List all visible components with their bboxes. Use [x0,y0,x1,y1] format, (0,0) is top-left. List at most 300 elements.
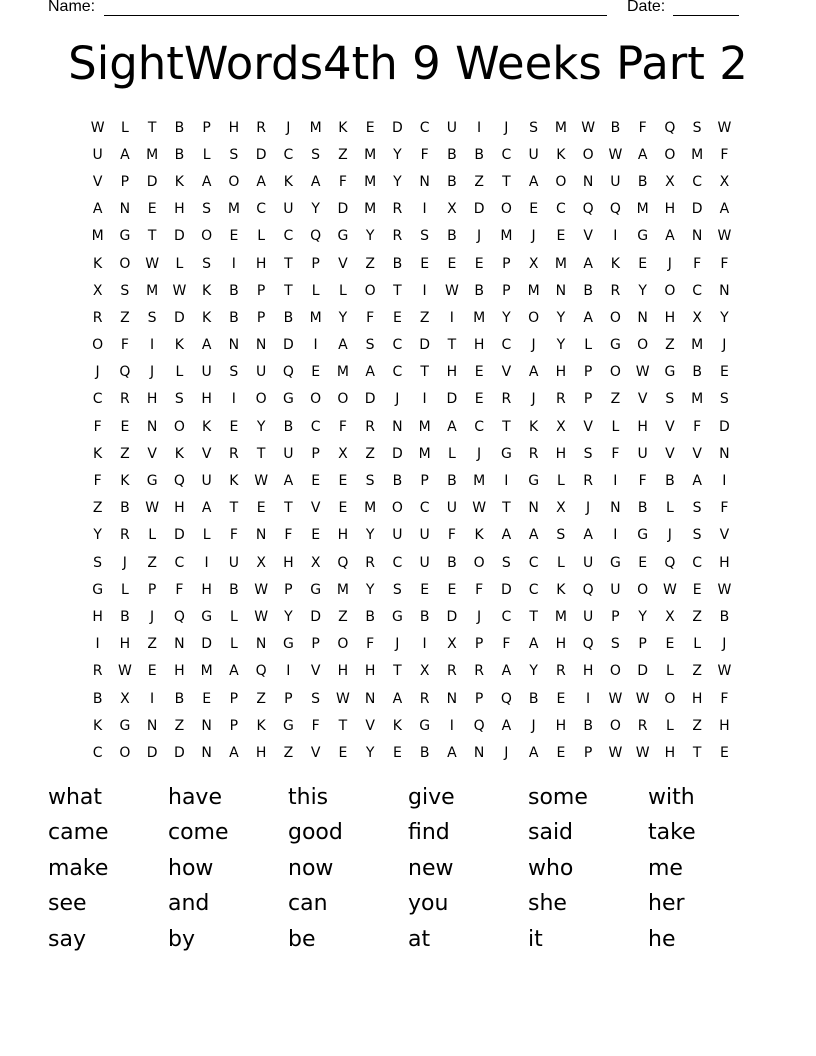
grid-letter: N [146,418,158,435]
word-list-item: by [168,926,195,952]
grid-letter: A [283,473,294,490]
grid-letter: R [392,228,403,245]
grid-letter: R [528,445,539,462]
grid-letter: S [529,119,539,136]
grid-letter: B [283,309,294,326]
grid-letter: S [692,119,702,136]
grid-letter: E [474,364,484,381]
grid-letter: L [202,527,211,544]
grid-letter: C [501,337,512,354]
grid-letter: W [608,690,623,707]
word-row [48,851,768,887]
grid-letter: G [282,636,294,653]
grid-row [84,576,738,603]
grid-letter: G [609,337,621,354]
grid-letter: T [393,282,402,299]
grid-letter: E [311,527,321,544]
grid-letter: E [120,418,130,435]
grid-letter: M [636,201,649,218]
grid-letter: U [283,445,294,462]
grid-letter: I [231,391,236,408]
grid-letter: B [174,690,185,707]
word-list-item: give [408,784,455,810]
grid-letter: P [147,581,157,598]
grid-letter: P [284,581,293,598]
grid-letter: D [282,337,294,354]
grid-letter: D [310,608,322,625]
grid-letter: O [92,337,104,354]
grid-letter: V [637,391,648,408]
grid-letter: R [447,663,457,680]
grid-letter: P [229,690,239,707]
grid-letter: N [392,418,403,435]
grid-letter: K [174,337,184,354]
grid-letter: A [120,146,130,163]
grid-row [84,223,738,250]
grid-row [84,114,738,141]
grid-letter: L [665,717,674,734]
grid-letter: M [554,119,567,136]
grid-letter: G [119,717,131,734]
grid-letter: J [531,337,536,354]
grid-letter: E [692,581,702,598]
grid-letter: S [147,309,157,326]
grid-letter: H [174,201,185,218]
grid-letter: Z [283,744,294,761]
grid-letter: V [201,445,212,462]
grid-letter: Y [393,146,402,163]
grid-letter: B [392,255,403,272]
grid-letter: W [717,581,732,598]
grid-letter: G [391,608,403,625]
grid-letter: L [229,608,238,625]
grid-letter: D [718,418,730,435]
grid-row [84,658,738,685]
grid-letter: C [92,744,103,761]
grid-letter: H [664,744,676,761]
grid-letter: O [582,146,594,163]
grid-letter: E [529,201,539,218]
grid-letter: T [447,337,457,354]
grid-letter: H [364,663,376,680]
grid-letter: C [256,201,267,218]
grid-letter: V [92,173,103,190]
grid-letter: X [528,255,539,272]
grid-letter: L [175,364,184,381]
grid-letter: Z [692,608,702,625]
grid-letter: L [311,282,320,299]
grid-letter: F [720,255,729,272]
grid-letter: F [638,473,647,490]
grid-letter: B [583,717,593,734]
grid-letter: K [256,717,266,734]
word-list-item: now [288,855,334,881]
grid-letter: H [719,554,730,571]
grid-letter: B [719,608,730,625]
grid-letter: G [119,228,131,245]
grid-letter: D [201,636,213,653]
grid-letter: H [337,663,349,680]
word-list-item: come [168,820,229,846]
grid-letter: Z [147,636,157,653]
grid-letter: S [311,146,321,163]
grid-letter: D [364,391,376,408]
grid-letter: U [419,554,430,571]
grid-letter: V [310,663,321,680]
date-line[interactable] [673,15,739,16]
grid-letter: E [665,636,675,653]
grid-letter: V [665,418,675,435]
grid-letter: R [637,717,648,734]
grid-letter: E [338,500,348,517]
grid-letter: K [556,146,566,163]
grid-letter: G [609,554,621,571]
grid-letter: Z [692,717,702,734]
grid-letter: L [556,473,565,490]
grid-letter: G [337,228,349,245]
grid-letter: F [338,418,347,435]
grid-letter: O [119,744,131,761]
grid-letter: N [446,690,458,707]
grid-letter: Y [256,418,266,435]
grid-letter: M [554,608,567,625]
grid-letter: K [529,418,539,435]
grid-letter: B [365,608,375,625]
grid-letter: E [420,581,430,598]
grid-letter: L [148,527,157,544]
grid-letter: R [120,527,130,544]
grid-letter: M [691,337,704,354]
grid-letter: N [691,228,703,245]
grid-letter: E [392,309,402,326]
grid-letter: S [420,228,430,245]
grid-letter: E [229,418,239,435]
grid-letter: F [693,255,702,272]
grid-letter: E [638,554,648,571]
grid-letter: J [286,119,291,136]
grid-letter: C [310,418,321,435]
word-row [48,887,768,923]
grid-letter: V [338,255,348,272]
word-list-item: some [528,784,588,810]
grid-letter: L [584,337,593,354]
grid-letter: R [365,554,375,571]
grid-letter: R [365,418,375,435]
grid-letter: S [556,527,566,544]
grid-letter: R [556,663,566,680]
grid-letter: T [529,608,538,625]
grid-letter: L [175,255,184,272]
grid-letter: D [391,119,403,136]
word-list-item: new [408,855,454,881]
grid-letter: G [500,445,512,462]
grid-letter: H [691,690,703,707]
grid-letter: W [254,581,269,598]
grid-letter: N [582,173,594,190]
grid-letter: E [229,228,239,245]
grid-letter: O [473,554,485,571]
word-list-item: her [648,891,685,917]
grid-letter: Y [365,581,375,598]
grid-letter: J [667,527,672,544]
grid-letter: M [554,255,567,272]
grid-letter: Q [119,364,131,381]
grid-letter: D [173,744,185,761]
grid-letter: M [227,201,240,218]
grid-letter: B [447,228,457,245]
grid-letter: K [283,173,293,190]
grid-row [84,168,738,195]
word-list-item: at [408,926,431,952]
letter-grid [84,114,738,767]
grid-letter: K [120,473,130,490]
grid-row [84,522,738,549]
grid-letter: U [201,364,212,381]
grid-letter: Z [338,608,348,625]
grid-letter: W [172,282,187,299]
grid-letter: E [311,364,321,381]
grid-letter: K [202,309,212,326]
word-list-item: find [408,820,450,846]
grid-letter: W [717,119,732,136]
grid-letter: X [665,173,675,190]
word-list-item: be [288,926,316,952]
grid-letter: A [719,201,730,218]
grid-letter: J [477,608,482,625]
grid-letter: L [338,282,347,299]
grid-letter: X [556,418,566,435]
grid-letter: O [637,581,649,598]
grid-letter: M [200,663,213,680]
grid-letter: J [667,255,672,272]
grid-letter: R [583,473,593,490]
grid-letter: W [717,228,732,245]
grid-letter: I [150,690,155,707]
grid-letter: B [474,282,484,299]
grid-letter: P [474,690,484,707]
grid-letter: W [145,500,160,517]
grid-letter: O [555,173,567,190]
grid-letter: U [446,500,457,517]
grid-letter: C [419,119,430,136]
grid-letter: N [528,500,539,517]
grid-letter: V [665,445,675,462]
grid-letter: Z [120,445,130,462]
grid-letter: D [391,445,403,462]
grid-letter: A [501,717,512,734]
grid-letter: A [501,527,512,544]
grid-letter: D [637,663,649,680]
grid-letter: K [93,717,103,734]
grid-letter: B [692,364,702,381]
grid-letter: F [284,527,293,544]
grid-letter: N [146,717,158,734]
grid-letter: E [365,119,375,136]
grid-letter: V [310,744,321,761]
grid-letter: Q [664,119,676,136]
grid-letter: K [202,282,212,299]
word-list-item: and [168,891,210,917]
grid-letter: T [502,418,511,435]
grid-letter: F [720,146,729,163]
grid-row [84,304,738,331]
grid-letter: S [692,500,702,517]
grid-letter: G [637,228,649,245]
grid-letter: I [422,391,427,408]
grid-letter: B [392,473,403,490]
grid-letter: G [664,364,676,381]
grid-letter: N [719,282,730,299]
grid-letter: E [638,255,648,272]
grid-letter: Q [255,663,267,680]
grid-letter: O [664,690,676,707]
grid-letter: C [392,554,403,571]
grid-letter: I [477,119,482,136]
grid-letter: H [92,608,103,625]
grid-letter: F [693,418,702,435]
grid-letter: C [283,228,294,245]
grid-letter: S [93,554,103,571]
grid-letter: D [146,173,158,190]
grid-letter: C [692,554,703,571]
grid-letter: Y [393,173,402,190]
grid-letter: O [337,391,349,408]
grid-letter: C [392,337,403,354]
grid-letter: H [255,744,267,761]
grid-letter: E [474,391,484,408]
grid-letter: S [120,282,130,299]
grid-letter: M [691,146,704,163]
grid-letter: B [229,282,239,299]
grid-letter: N [555,282,567,299]
grid-letter: W [90,119,105,136]
grid-letter: A [447,418,457,435]
grid-letter: A [201,173,212,190]
grid-letter: L [202,146,211,163]
grid-letter: N [228,337,240,354]
grid-letter: F [93,473,102,490]
grid-letter: S [501,554,511,571]
grid-letter: M [473,473,486,490]
grid-letter: N [637,309,648,326]
grid-letter: A [692,473,702,490]
grid-letter: Y [365,744,375,761]
grid-letter: C [419,500,430,517]
grid-letter: W [635,364,650,381]
grid-letter: C [501,146,512,163]
grid-letter: V [501,364,512,381]
grid-letter: R [474,663,484,680]
grid-letter: E [338,473,348,490]
grid-letter: C [528,554,539,571]
grid-letter: L [665,500,674,517]
grid-row [84,141,738,168]
grid-letter: Q [582,636,594,653]
grid-letter: B [474,146,484,163]
grid-letter: L [447,445,456,462]
grid-letter: H [283,554,294,571]
grid-letter: E [447,255,457,272]
grid-letter: T [502,500,511,517]
grid-letter: U [583,554,594,571]
grid-letter: O [664,282,676,299]
grid-letter: J [504,119,509,136]
name-line[interactable] [104,15,607,16]
grid-letter: Z [174,717,185,734]
word-list-item: came [48,820,109,846]
grid-letter: S [202,201,212,218]
grid-letter: J [586,500,591,517]
grid-letter: S [311,690,321,707]
grid-letter: F [720,690,729,707]
grid-letter: U [392,527,403,544]
grid-letter: M [691,391,704,408]
grid-letter: B [229,581,239,598]
grid-row [84,332,738,359]
grid-letter: J [477,228,482,245]
grid-letter: Y [529,663,538,680]
grid-letter: X [310,554,321,571]
grid-row [84,685,738,712]
grid-letter: H [119,636,131,653]
grid-letter: C [92,391,103,408]
grid-letter: P [474,636,484,653]
grid-letter: P [420,473,429,490]
grid-letter: P [638,636,647,653]
grid-row [84,712,738,739]
grid-letter: R [256,119,266,136]
grid-letter: G [419,717,431,734]
grid-letter: Y [365,228,375,245]
grid-letter: V [147,445,157,462]
grid-letter: K [556,581,566,598]
grid-letter: M [527,282,540,299]
grid-letter: C [555,201,566,218]
grid-letter: Y [556,309,566,326]
grid-letter: K [202,418,212,435]
grid-letter: J [504,744,509,761]
grid-letter: R [392,201,403,218]
grid-letter: O [337,636,349,653]
grid-letter: U [446,119,457,136]
grid-letter: J [150,364,155,381]
grid-letter: E [719,744,729,761]
grid-letter: E [256,500,266,517]
grid-letter: A [637,146,648,163]
grid-letter: X [447,636,457,653]
grid-letter: S [583,445,593,462]
grid-letter: B [637,500,648,517]
grid-letter: X [692,309,702,326]
grid-letter: W [608,146,623,163]
word-list [48,780,768,958]
grid-letter: I [422,636,427,653]
grid-letter: J [531,391,536,408]
grid-letter: Z [147,554,157,571]
grid-letter: E [719,364,729,381]
grid-letter: P [583,364,593,381]
grid-letter: D [255,146,267,163]
grid-letter: K [229,473,239,490]
grid-letter: C [474,418,485,435]
grid-letter: X [447,201,457,218]
grid-letter: O [664,146,676,163]
grid-row [84,467,738,494]
grid-letter: K [392,717,402,734]
grid-letter: D [173,228,185,245]
word-list-item: see [48,891,87,917]
grid-letter: H [664,201,676,218]
